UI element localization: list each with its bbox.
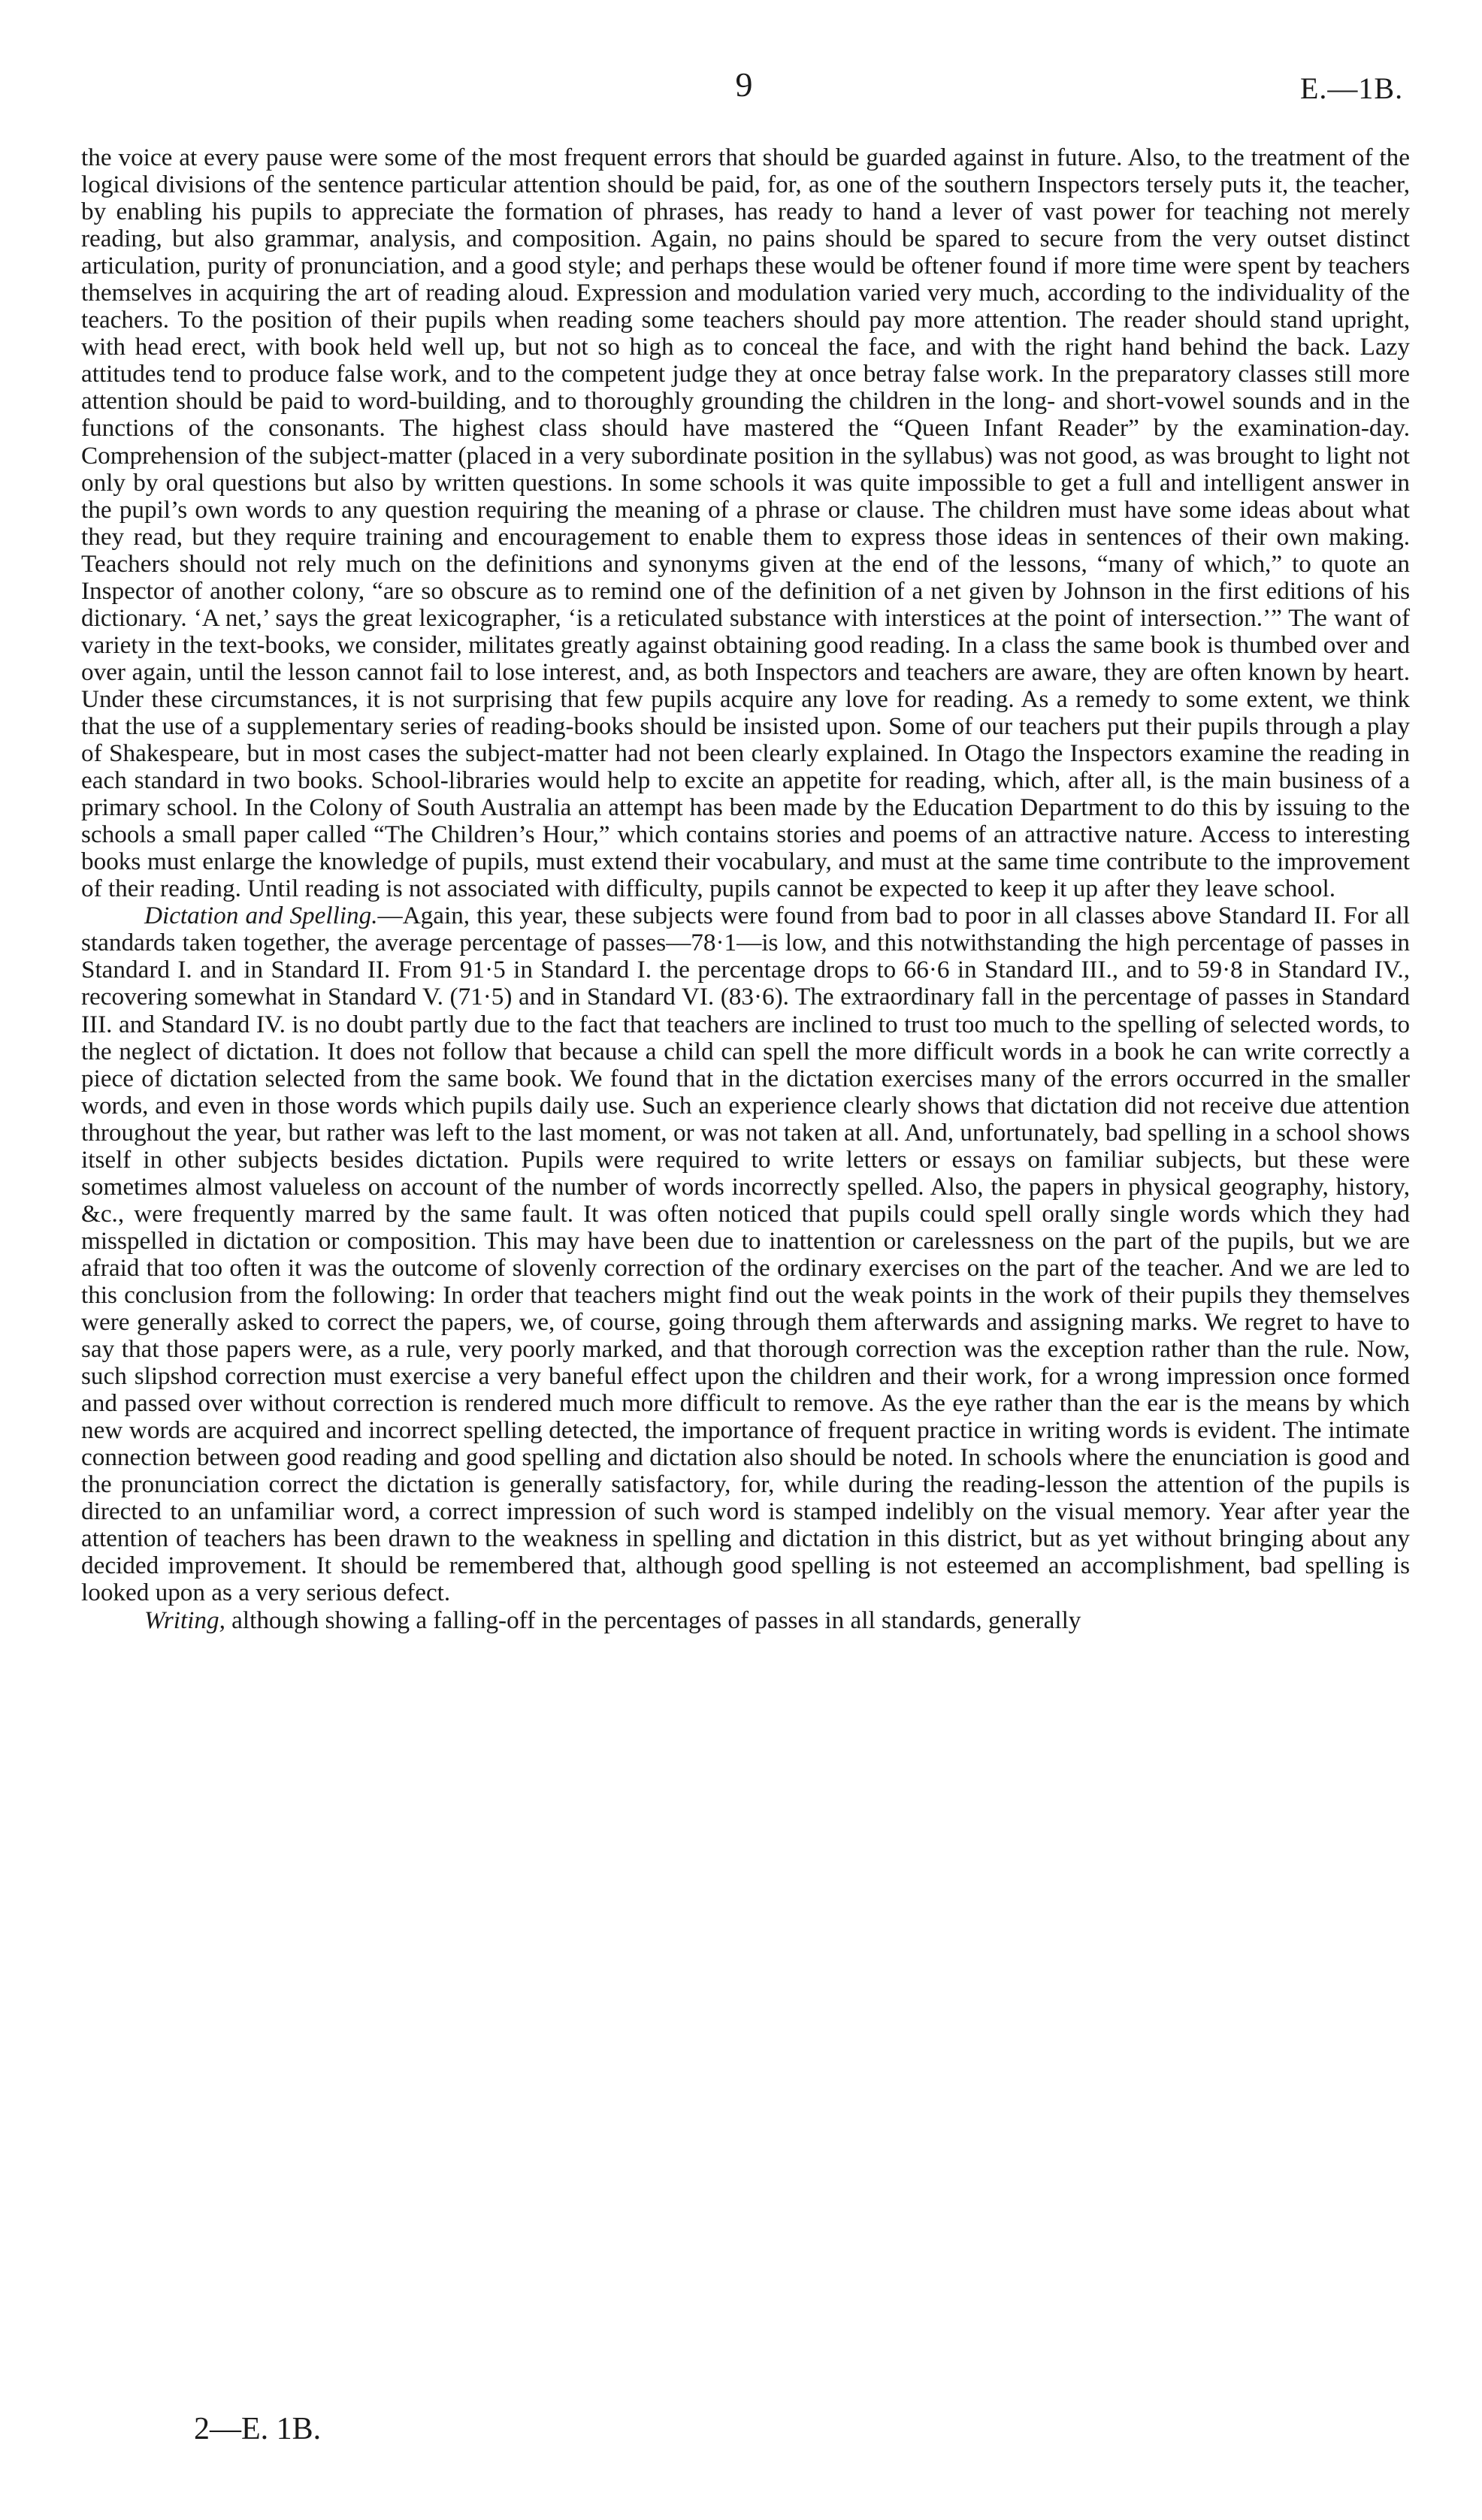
paragraph-dictation-spelling bbox=[81, 902, 1410, 1606]
page-number: 9 bbox=[735, 65, 753, 104]
paragraph-writing-text: although showing a falling-off in the percentages of passes in all standards, generally bbox=[225, 1606, 1081, 1634]
sheet-signature: 2—E. 1B. bbox=[194, 2412, 322, 2446]
paragraph-writing bbox=[81, 1607, 1410, 1634]
body-text bbox=[81, 144, 1410, 1634]
section-lead-dictation-spelling: Dictation and Spelling. bbox=[144, 902, 378, 930]
document-reference: E.—1B. bbox=[1300, 71, 1404, 105]
paragraph-reading-continued: the voice at every pause were some of the most frequent errors that should be guarded against in future. Also, to the treatment of the logical divisions of the sentence particular attention should be paid, for, as one of the southern Inspectors tersely puts it, the teacher, by enabling his pupils to appreciate the formation of phrases, has ready to hand a lever of vast power for teaching not merely reading, but also grammar, analysis, and composition. Again, no pains should be spared to secure from the very outset distinct articulation, purity of pronunciation, and a good style; and perhaps these would be oftener found if more time were spent by teachers themselves in acquiring the art of reading aloud. Expression and modulation varied very much, according to the individuality of the teachers. To the position of their pupils when reading some teachers should pay more attention. The reader should stand upright, with head erect, with book held well up, but not so high as to conceal the face, and with the right hand behind the back. Lazy attitudes tend to produce false work, and to the competent judge they at once betray false work. In the preparatory classes still more attention should be paid to word-building, and to thoroughly grounding the children in the long- and short-vowel sounds and in the functions of the consonants. The highest class should have mastered the “Queen Infant Reader” by the examination-day. Comprehension of the subject-matter (placed in a very subordinate position in the syllabus) was not good, as was brought to light not only by oral questions but also by written questions. In some schools it was quite impossible to get a full and intelligent answer in the pupil’s own words to any question requiring the meaning of a phrase or clause. The children must have some ideas about what they read, but they require training and encouragement to enable them to express those ideas in sentences of their own making. Teachers should not rely much on the definitions and synonyms given at the end of the lessons, “many of which,” to quote an Inspector of another colony, “are so obscure as to remind one of the definition of a net given by Johnson in the first editions of his dictionary. ‘A net,’ says the great lexicographer, ‘is a reticulated substance with interstices at the point of intersection.’” The want of variety in the text-books, we consider, militates greatly against obtaining good reading. In a class the same book is thumbed over and over again, until the lesson cannot fail to lose interest, and, as both Inspectors and teachers are aware, they are often known by heart. Under these circumstances, it is not surprising that few pupils acquire any love for reading. As a remedy to some extent, we think that the use of a supplementary series of reading-books should be insisted upon. Some of our teachers put their pupils through a play of Shakespeare, but in most cases the subject-matter had not been clearly explained. In Otago the Inspectors examine the reading in each standard in two books. School-libraries would help to excite an appetite for reading, which, after all, is the main business of a primary school. In the Colony of South Australia an attempt has been made by the Education Department to do this by issuing to the schools a small paper called “The Children’s Hour,” which contains stories and poems of an attractive nature. Access to interesting books must enlarge the knowledge of pupils, must extend their vocabulary, and must at the same time contribute to the improvement of their reading. Until reading is not associated with difficulty, pupils cannot be expected to keep it up after they leave school. bbox=[81, 144, 1410, 903]
paragraph-dictation-spelling-text: —Again, this year, these subjects were found from bad to poor in all classes above Standard II. For all standards taken together, the average percentage of passes—78·1—is low, and this notwithstanding the high percentage of passes in Standard I. and in Standard II. From 91·5 in Standard I. the percentage drops to 66·6 in Standard III., and to 59·8 in Standard IV., recovering somewhat in Standard V. (71·5) and in Standard VI. (83·6). The extraordinary fall in the percentage of passes in Standard III. and Standard IV. is no doubt partly due to the fact that teachers are inclined to trust too much to the spelling of selected words, to the neglect of dictation. It does not follow that because a child can spell the more difficult words in a book he can write correctly a piece of dictation selected from the same book. We found that in the dictation exercises many of the errors occurred in the smaller words, and even in those words which pupils daily use. Such an experience clearly shows that dictation did not receive due attention throughout the year, but rather was left to the last moment, or was not taken at all. And, unfortunately, bad spelling in a school shows itself in other subjects besides dictation. Pupils were required to write letters or essays on familiar subjects, but these were sometimes almost valueless on account of the number of words incorrectly spelled. Also, the papers in physical geography, history, &c., were frequently marred by the same fault. It was often noticed that pupils could spell orally single words which they had misspelled in dictation or composition. This may have been due to inattention or carelessness on the part of the pupils, but we are afraid that too often it was the outcome of slovenly correction of the ordinary exercises on the part of the teacher. And we are led to this conclusion from the following: In order that teachers might find out the weak points in the work of their pupils they themselves were generally asked to correct the papers, we, of course, going through them afterwards and assigning marks. We regret to have to say that those papers were, as a rule, very poorly marked, and that thorough correction was the exception rather than the rule. Now, such slipshod correction must exercise a very baneful effect upon the children and their work, for a wrong impression once formed and passed over without correction is rendered much more difficult to remove. As the eye rather than the ear is the means by which new words are acquired and incorrect spelling detected, the importance of frequent practice in writing words is evident. The intimate connection between good reading and good spelling and dictation also should be noted. In schools where the enunciation is good and the pronunciation correct the dictation is generally satisfactory, for, while during the reading-lesson the attention of the pupils is directed to an unfamiliar word, a correct impression of such word is stamped indelibly on the visual memory. Year after year the attention of teachers has been drawn to the weakness in spelling and dictation in this district, but as yet without bringing about any decided improvement. It should be remembered that, although good spelling is not esteemed an accomplishment, bad spelling is looked upon as a very serious defect. bbox=[81, 902, 1410, 1607]
section-lead-writing: Writing, bbox=[144, 1606, 225, 1634]
